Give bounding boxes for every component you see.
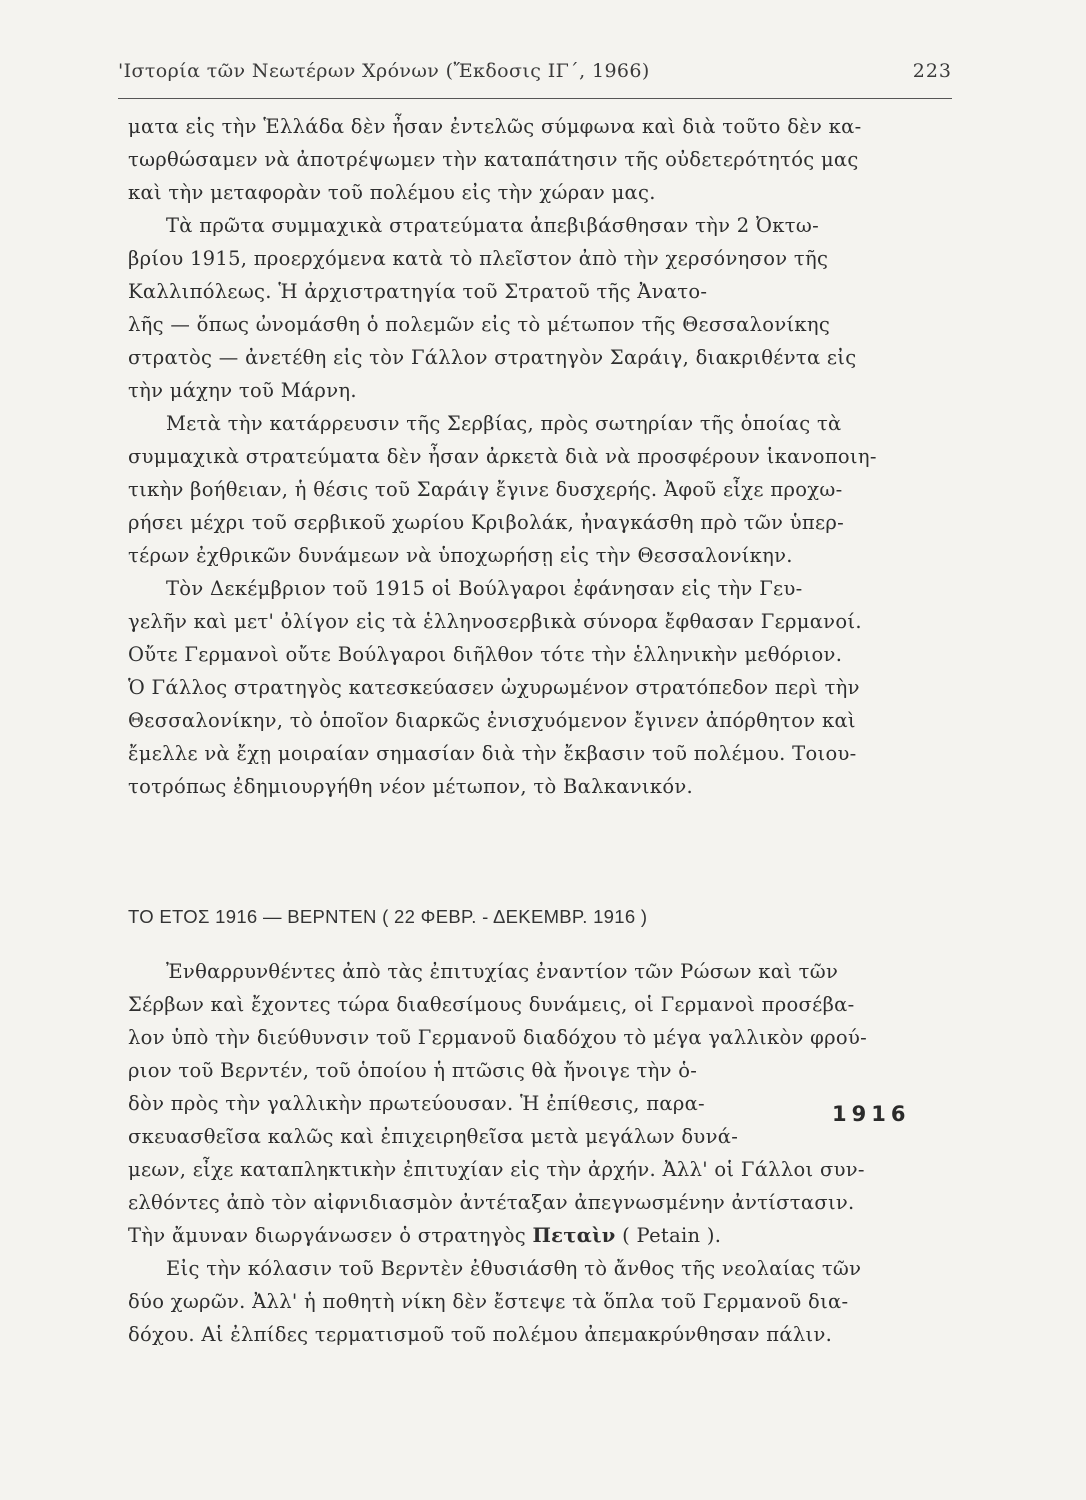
- text-line: τικὴν βοήθειαν, ἡ θέσις τοῦ Σαράιγ ἔγινε δυσχερής. Ἀφοῦ εἶχε προχω-: [128, 478, 843, 501]
- running-title: 'Ιστορία τῶν Νεωτέρων Χρόνων (Ἔκδοσις ΙΓ΄, 1966): [118, 60, 650, 82]
- line-text: Τὴν ἄμυναν διωργάνωσεν ὁ στρατηγὸς: [128, 1224, 526, 1247]
- running-header: [118, 58, 952, 99]
- text-line: [128, 1219, 948, 1252]
- margin-year-note: 1916: [832, 1102, 911, 1126]
- body-text-top: [128, 110, 948, 803]
- page-number: 223: [912, 60, 952, 82]
- text-line: Οὔτε Γερμανοὶ οὔτε Βούλγαροι διῆλθον τότε τὴν ἑλληνικὴν μεθόριον.: [128, 643, 843, 666]
- general-name-latin: ( Petain ).: [622, 1224, 722, 1247]
- text-line: Ἐνθαρρυνθέντες ἀπὸ τὰς ἐπιτυχίας ἐναντίον τῶν Ρώσων καὶ τῶν: [166, 960, 839, 983]
- text-line: ριον τοῦ Βερντέν, τοῦ ὁποίου ἡ πτῶσις θὰ ἤνοιγε τὴν ὁ-: [128, 1059, 698, 1082]
- text-line: δόχου. Αἱ ἐλπίδες τερματισμοῦ τοῦ πολέμου ἀπεμακρύνθησαν πάλιν.: [128, 1323, 833, 1346]
- text-line: ελθόντες ἀπὸ τὸν αἰφνιδιασμὸν ἀντέταξαν ἀπεγνωσμένην ἀντίστασιν.: [128, 1191, 855, 1214]
- text-line: Θεσσαλονίκην, τὸ ὁποῖον διαρκῶς ἐνισχυόμενον ἔγινεν ἀπόρθητον καὶ: [128, 709, 856, 732]
- text-line: Τὰ πρῶτα συμμαχικὰ στρατεύματα ἀπεβιβάσθησαν τὴν 2 Ὀκτω-: [166, 214, 819, 237]
- section-heading: ΤΟ ΕΤΟΣ 1916 — ΒΕΡΝΤΕΝ ( 22 ΦΕΒΡ. - ΔΕΚΕΜΒΡ. 1916 ): [128, 906, 648, 927]
- text-line: λον ὑπὸ τὴν διεύθυνσιν τοῦ Γερμανοῦ διαδόχου τὸ μέγα γαλλικὸν φρού-: [128, 1026, 867, 1049]
- text-line: στρατὸς — ἀνετέθη εἰς τὸν Γάλλον στρατηγὸν Σαράιγ, διακριθέντα εἰς: [128, 346, 857, 369]
- text-line: τέρων ἐχθρικῶν δυνάμεων νὰ ὑποχωρήσῃ εἰς τὴν Θεσσαλονίκην.: [128, 544, 793, 567]
- text-line: τοτρόπως ἐδημιουργήθη νέον μέτωπον, τὸ Βαλκανικόν.: [128, 775, 694, 798]
- text-line: Σέρβων καὶ ἔχοντες τώρα διαθεσίμους δυνάμεις, οἱ Γερμανοὶ προσέβα-: [128, 993, 855, 1016]
- text-line: σκευασθεῖσα καλῶς καὶ ἐπιχειρηθεῖσα μετὰ μεγάλων δυνά-: [128, 1125, 739, 1148]
- text-line: ἔμελλε νὰ ἔχῃ μοιραίαν σημασίαν διὰ τὴν ἔκβασιν τοῦ πολέμου. Τοιου-: [128, 742, 857, 765]
- text-line: δὸν πρὸς τὴν γαλλικὴν πρωτεύουσαν. Ἡ ἐπίθεσις, παρα-: [128, 1092, 705, 1115]
- text-line: Μετὰ τὴν κατάρρευσιν τῆς Σερβίας, πρὸς σωτηρίαν τῆς ὁποίας τὰ: [166, 412, 842, 435]
- text-line: λῆς — ὅπως ὠνομάσθη ὁ πολεμῶν εἰς τὸ μέτωπον τῆς Θεσσαλονίκης: [128, 313, 831, 336]
- text-line: ρήσει μέχρι τοῦ σερβικοῦ χωρίου Κριβολάκ, ἠναγκάσθη πρὸ τῶν ὑπερ-: [128, 511, 845, 534]
- text-line: συμμαχικὰ στρατεύματα δὲν ἦσαν ἀρκετὰ διὰ νὰ προσφέρουν ἱκανοποιη-: [128, 445, 877, 468]
- body-text-bottom: [128, 955, 948, 1351]
- text-line: ματα εἰς τὴν Ἑλλάδα δὲν ἦσαν ἐντελῶς σύμφωνα καὶ διὰ τοῦτο δὲν κα-: [128, 115, 862, 138]
- text-line: Εἰς τὴν κόλασιν τοῦ Βερντὲν ἐθυσιάσθη τὸ ἄνθος τῆς νεολαίας τῶν: [166, 1257, 862, 1280]
- text-line: καὶ τὴν μεταφορὰν τοῦ πολέμου εἰς τὴν χώραν μας.: [128, 181, 656, 204]
- text-line: μεων, εἶχε καταπληκτικὴν ἐπιτυχίαν εἰς τὴν ἀρχήν. Ἀλλ' οἱ Γάλλοι συν-: [128, 1158, 865, 1181]
- text-line: γελῆν καὶ μετ' ὀλίγον εἰς τὰ ἑλληνοσερβικὰ σύνορα ἔφθασαν Γερμανοί.: [128, 610, 862, 633]
- text-line: τωρθώσαμεν νὰ ἀποτρέψωμεν τὴν καταπάτησιν τῆς οὐδετερότητός μας: [128, 148, 859, 171]
- general-name: Πεταὶν: [532, 1224, 616, 1247]
- text-line: τὴν μάχην τοῦ Μάρνη.: [128, 379, 357, 402]
- text-line: Τὸν Δεκέμβριον τοῦ 1915 οἱ Βούλγαροι ἐφάνησαν εἰς τὴν Γευ-: [166, 577, 803, 600]
- text-line: Ὁ Γάλλος στρατηγὸς κατεσκεύασεν ὠχυρωμένον στρατόπεδον περὶ τὴν: [128, 676, 860, 699]
- text-line: βρίου 1915, προερχόμενα κατὰ τὸ πλεῖστον ἀπὸ τὴν χερσόνησον τῆς: [128, 247, 829, 270]
- text-line: Καλλιπόλεως. Ἡ ἀρχιστρατηγία τοῦ Στρατοῦ τῆς Ἀνατο-: [128, 280, 708, 303]
- text-line: δύο χωρῶν. Ἀλλ' ἡ ποθητὴ νίκη δὲν ἔστεψε τὰ ὅπλα τοῦ Γερμανοῦ δια-: [128, 1290, 849, 1313]
